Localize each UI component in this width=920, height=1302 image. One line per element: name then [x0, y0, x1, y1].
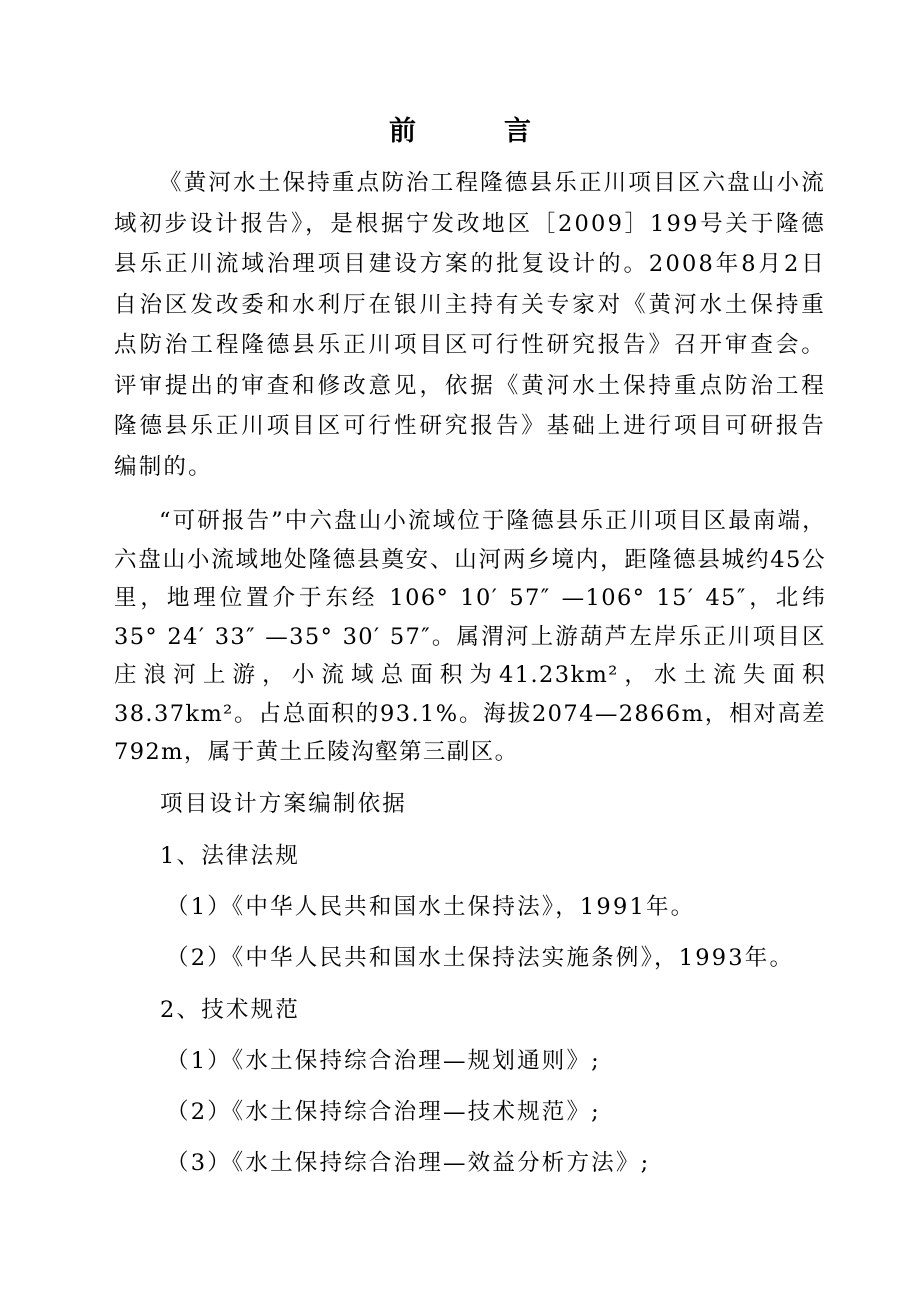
tech-heading: 2、技术规范 [160, 997, 301, 1023]
title-part-2: 言 [504, 116, 531, 147]
tech-item: （3）《水土保持综合治理—效益分析方法》; [166, 1150, 651, 1176]
preface-paragraph-2: “可研报告”中六盘山小流域位于隆德县乐正川项目区最南端，六盘山小流域地处隆德县奠安、山河两乡境内，距隆德县城约45公里，地理位置介于东经 106° 10′ 57″ —106° 15′ 45″，北纬 35° 24′ 33″ —35° 30′ 57″。属渭河上游葫芦左岸乐正川项目区庄浪河上游，小流域总面积为41.23km²，水土流失面积38.37km²。占总面积的93.1%。海拔2074—2866m，相对高差792m，属于黄土丘陵沟壑第三副区。 [114, 508, 826, 765]
tech-item: （2）《水土保持综合治理—技术规范》; [166, 1099, 601, 1125]
law-heading: 1、法律法规 [160, 843, 301, 869]
preface-paragraph-1: 《黄河水土保持重点防治工程隆德县乐正川项目区六盘山小流域初步设计报告》，是根据宁发改地区［2009］199号关于隆德县乐正川流域治理项目建设方案的批复设计的。2008年8月2日自治区发改委和水利厅在银川主持有关专家对《黄河水土保持重点防治工程隆德县乐正川项目区可行性研究报告》召开审查会。评审提出的审查和修改意见，依据《黄河水土保持重点防治工程隆德县乐正川项目区可行性研究报告》基础上进行项目可研报告编制的。 [114, 170, 826, 480]
title-part-1: 前 [389, 116, 416, 147]
law-item: （2）《中华人民共和国水土保持法实施条例》，1993年。 [166, 945, 795, 971]
tech-item: （1）《水土保持综合治理—规划通则》; [166, 1048, 601, 1074]
page-title [0, 112, 920, 152]
law-item: （1）《中华人民共和国水土保持法》，1991年。 [166, 894, 696, 920]
basis-heading: 项目设计方案编制依据 [160, 791, 408, 817]
